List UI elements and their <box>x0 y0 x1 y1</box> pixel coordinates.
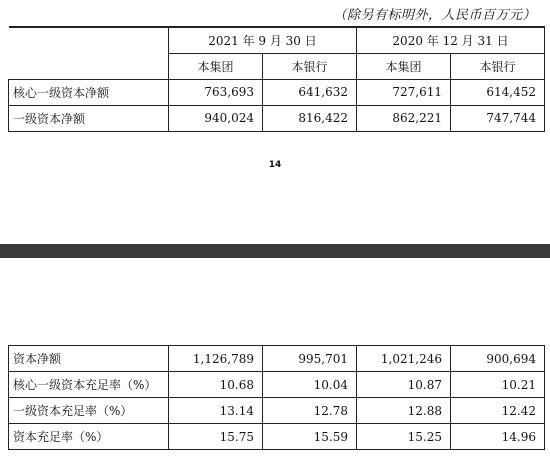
cell-value: 763,693 <box>169 79 263 105</box>
entity-header-group: 本集团 <box>357 53 451 79</box>
cell-value: 816,422 <box>263 105 357 131</box>
cell-value: 12.88 <box>357 398 451 424</box>
table-row <box>9 105 545 131</box>
cell-value: 10.87 <box>357 372 451 398</box>
cell-value: 10.68 <box>169 372 263 398</box>
cell-value: 12.78 <box>263 398 357 424</box>
row-label: 核心一级资本净额 <box>9 79 169 105</box>
cell-value: 10.04 <box>263 372 357 398</box>
table-row <box>9 398 545 424</box>
entity-header-group: 本集团 <box>169 53 263 79</box>
row-label: 核心一级资本充足率（%） <box>9 372 169 398</box>
cell-value: 940,024 <box>169 105 263 131</box>
row-label: 资本充足率（%） <box>9 424 169 450</box>
cell-value: 727,611 <box>357 79 451 105</box>
cell-value: 15.25 <box>357 424 451 450</box>
table-row <box>9 372 545 398</box>
page-number: 14 <box>268 160 282 170</box>
cell-value: 995,701 <box>263 346 357 372</box>
capital-table-top <box>8 26 545 132</box>
cell-value: 15.59 <box>263 424 357 450</box>
cell-value: 614,452 <box>451 79 545 105</box>
cell-value: 747,744 <box>451 105 545 131</box>
table-row <box>9 79 545 105</box>
entity-header-bank: 本银行 <box>263 53 357 79</box>
period-header-2020: 2020 年 12 月 31 日 <box>357 27 545 53</box>
entity-header-bank: 本银行 <box>451 53 545 79</box>
header-blank-cell <box>9 27 169 79</box>
cell-value: 1,126,789 <box>169 346 263 372</box>
cell-value: 14.96 <box>451 424 545 450</box>
cell-value: 15.75 <box>169 424 263 450</box>
cell-value: 641,632 <box>263 79 357 105</box>
cell-value: 862,221 <box>357 105 451 131</box>
cell-value: 13.14 <box>169 398 263 424</box>
cell-value: 12.42 <box>451 398 545 424</box>
row-label: 一级资本充足率（%） <box>9 398 169 424</box>
cell-value: 1,021,246 <box>357 346 451 372</box>
row-label: 一级资本净额 <box>9 105 169 131</box>
page-break-divider <box>0 244 550 258</box>
period-header-2021: 2021 年 9 月 30 日 <box>169 27 357 53</box>
row-label: 资本净额 <box>9 346 169 372</box>
table-row <box>9 346 545 372</box>
unit-note: （除另有标明外，人民币百万元） <box>333 8 536 23</box>
table-row <box>9 424 545 450</box>
cell-value: 900,694 <box>451 346 545 372</box>
period-header-row <box>9 27 545 53</box>
capital-table-bottom <box>8 345 545 450</box>
cell-value: 10.21 <box>451 372 545 398</box>
